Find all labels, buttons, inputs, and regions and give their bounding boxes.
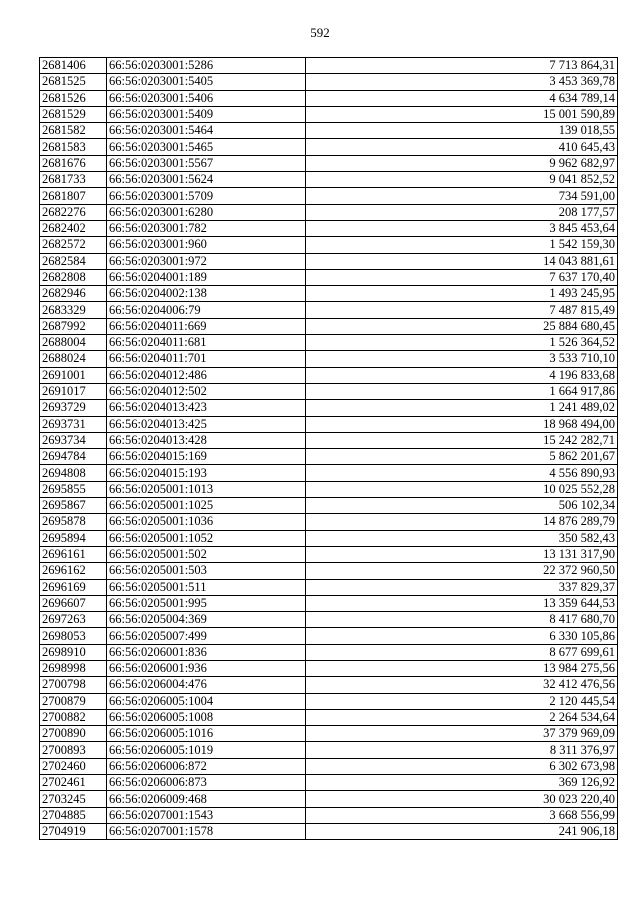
page-number: 592 <box>310 25 330 40</box>
value-cell: 15 242 282,71 <box>306 432 618 448</box>
value-cell: 8 677 699,61 <box>306 644 618 660</box>
record-id-cell: 2693729 <box>40 400 107 416</box>
record-id-cell: 2682572 <box>40 237 107 253</box>
table-row <box>40 742 618 758</box>
cadastral-number-cell: 66:56:0204015:169 <box>107 449 306 465</box>
record-id-cell: 2693731 <box>40 416 107 432</box>
value-cell: 37 379 969,09 <box>306 726 618 742</box>
cadastral-number-cell: 66:56:0203001:782 <box>107 220 306 236</box>
table-row <box>40 514 618 530</box>
value-cell: 2 120 445,54 <box>306 693 618 709</box>
cadastral-number-cell: 66:56:0203001:5406 <box>107 90 306 106</box>
table-row <box>40 172 618 188</box>
record-id-cell: 2694808 <box>40 465 107 481</box>
cadastral-number-cell: 66:56:0203001:960 <box>107 237 306 253</box>
value-cell: 3 453 369,78 <box>306 74 618 90</box>
table-row <box>40 253 618 269</box>
record-id-cell: 2698053 <box>40 628 107 644</box>
record-id-cell: 2681733 <box>40 172 107 188</box>
value-cell: 1 526 364,52 <box>306 335 618 351</box>
record-id-cell: 2696161 <box>40 546 107 562</box>
cadastral-number-cell: 66:56:0204013:425 <box>107 416 306 432</box>
table-row <box>40 709 618 725</box>
record-id-cell: 2704919 <box>40 823 107 839</box>
record-id-cell: 2698910 <box>40 644 107 660</box>
value-cell: 3 845 453,64 <box>306 220 618 236</box>
cadastral-number-cell: 66:56:0204011:701 <box>107 351 306 367</box>
value-cell: 3 668 556,99 <box>306 807 618 823</box>
value-cell: 7 487 815,49 <box>306 302 618 318</box>
value-cell: 2 264 534,64 <box>306 709 618 725</box>
cadastral-number-cell: 66:56:0205001:503 <box>107 563 306 579</box>
record-id-cell: 2695855 <box>40 481 107 497</box>
record-id-cell: 2683329 <box>40 302 107 318</box>
cadastral-number-cell: 66:56:0205001:502 <box>107 546 306 562</box>
cadastral-number-cell: 66:56:0205001:1036 <box>107 514 306 530</box>
cadastral-number-cell: 66:56:0206009:468 <box>107 791 306 807</box>
value-cell: 25 884 680,45 <box>306 318 618 334</box>
cadastral-number-cell: 66:56:0206005:1019 <box>107 742 306 758</box>
cadastral-number-cell: 66:56:0203001:5409 <box>107 106 306 122</box>
cadastral-number-cell: 66:56:0203001:5465 <box>107 139 306 155</box>
record-id-cell: 2695894 <box>40 530 107 546</box>
record-id-cell: 2694784 <box>40 449 107 465</box>
record-id-cell: 2682276 <box>40 204 107 220</box>
value-cell: 6 302 673,98 <box>306 758 618 774</box>
value-cell: 3 533 710,10 <box>306 351 618 367</box>
table-row <box>40 432 618 448</box>
table-row <box>40 302 618 318</box>
record-id-cell: 2681676 <box>40 155 107 171</box>
value-cell: 9 041 852,52 <box>306 172 618 188</box>
record-id-cell: 2693734 <box>40 432 107 448</box>
cadastral-number-cell: 66:56:0204013:428 <box>107 432 306 448</box>
cadastral-number-cell: 66:56:0203001:5405 <box>107 74 306 90</box>
cadastral-number-cell: 66:56:0204012:486 <box>107 367 306 383</box>
cadastral-number-cell: 66:56:0203001:6280 <box>107 204 306 220</box>
cadastral-number-cell: 66:56:0205001:511 <box>107 579 306 595</box>
value-cell: 13 359 644,53 <box>306 595 618 611</box>
value-cell: 7 713 864,31 <box>306 58 618 74</box>
value-cell: 1 542 159,30 <box>306 237 618 253</box>
value-cell: 13 984 275,56 <box>306 660 618 676</box>
cadastral-number-cell: 66:56:0206005:1008 <box>107 709 306 725</box>
table-row <box>40 775 618 791</box>
value-cell: 4 196 833,68 <box>306 367 618 383</box>
table-body <box>40 58 618 840</box>
table-row <box>40 693 618 709</box>
record-id-cell: 2700798 <box>40 677 107 693</box>
data-table <box>39 57 618 840</box>
value-cell: 208 177,57 <box>306 204 618 220</box>
cadastral-number-cell: 66:56:0203001:5567 <box>107 155 306 171</box>
cadastral-number-cell: 66:56:0204011:669 <box>107 318 306 334</box>
table-row <box>40 367 618 383</box>
record-id-cell: 2696162 <box>40 563 107 579</box>
table-row <box>40 677 618 693</box>
table-row <box>40 383 618 399</box>
cadastral-number-cell: 66:56:0205001:1025 <box>107 498 306 514</box>
cadastral-number-cell: 66:56:0206004:476 <box>107 677 306 693</box>
table-row <box>40 823 618 839</box>
value-cell: 4 556 890,93 <box>306 465 618 481</box>
record-id-cell: 2696607 <box>40 595 107 611</box>
table-row <box>40 628 618 644</box>
value-cell: 18 968 494,00 <box>306 416 618 432</box>
value-cell: 14 043 881,61 <box>306 253 618 269</box>
record-id-cell: 2682808 <box>40 269 107 285</box>
value-cell: 139 018,55 <box>306 123 618 139</box>
cadastral-number-cell: 66:56:0206001:936 <box>107 660 306 676</box>
record-id-cell: 2695878 <box>40 514 107 530</box>
record-id-cell: 2688004 <box>40 335 107 351</box>
table-row <box>40 123 618 139</box>
cadastral-number-cell: 66:56:0203001:5286 <box>107 58 306 74</box>
value-cell: 369 126,92 <box>306 775 618 791</box>
record-id-cell: 2682584 <box>40 253 107 269</box>
record-id-cell: 2704885 <box>40 807 107 823</box>
table-row <box>40 498 618 514</box>
record-id-cell: 2688024 <box>40 351 107 367</box>
cadastral-number-cell: 66:56:0203001:972 <box>107 253 306 269</box>
record-id-cell: 2691001 <box>40 367 107 383</box>
table-row <box>40 58 618 74</box>
record-id-cell: 2681583 <box>40 139 107 155</box>
value-cell: 6 330 105,86 <box>306 628 618 644</box>
cadastral-number-cell: 66:56:0206005:1016 <box>107 726 306 742</box>
record-id-cell: 2681525 <box>40 74 107 90</box>
table-row <box>40 481 618 497</box>
table-row <box>40 758 618 774</box>
table-row <box>40 155 618 171</box>
value-cell: 5 862 201,67 <box>306 449 618 465</box>
table-row <box>40 595 618 611</box>
value-cell: 4 634 789,14 <box>306 90 618 106</box>
record-id-cell: 2700893 <box>40 742 107 758</box>
table-row <box>40 726 618 742</box>
record-id-cell: 2682402 <box>40 220 107 236</box>
value-cell: 22 372 960,50 <box>306 563 618 579</box>
cadastral-number-cell: 66:56:0205001:1052 <box>107 530 306 546</box>
cadastral-number-cell: 66:56:0207001:1578 <box>107 823 306 839</box>
cadastral-number-cell: 66:56:0206006:873 <box>107 775 306 791</box>
cadastral-number-cell: 66:56:0204001:189 <box>107 269 306 285</box>
cadastral-number-cell: 66:56:0206001:836 <box>107 644 306 660</box>
cadastral-number-cell: 66:56:0203001:5464 <box>107 123 306 139</box>
cadastral-number-cell: 66:56:0206005:1004 <box>107 693 306 709</box>
cadastral-number-cell: 66:56:0205007:499 <box>107 628 306 644</box>
table-row <box>40 204 618 220</box>
record-id-cell: 2696169 <box>40 579 107 595</box>
cadastral-number-cell: 66:56:0204002:138 <box>107 286 306 302</box>
cadastral-number-cell: 66:56:0204012:502 <box>107 383 306 399</box>
value-cell: 506 102,34 <box>306 498 618 514</box>
table-row <box>40 612 618 628</box>
record-id-cell: 2681526 <box>40 90 107 106</box>
record-id-cell: 2681406 <box>40 58 107 74</box>
table-row <box>40 90 618 106</box>
value-cell: 350 582,43 <box>306 530 618 546</box>
record-id-cell: 2681807 <box>40 188 107 204</box>
table-row <box>40 563 618 579</box>
record-id-cell: 2682946 <box>40 286 107 302</box>
value-cell: 15 001 590,89 <box>306 106 618 122</box>
record-id-cell: 2695867 <box>40 498 107 514</box>
record-id-cell: 2697263 <box>40 612 107 628</box>
record-id-cell: 2687992 <box>40 318 107 334</box>
table-row <box>40 416 618 432</box>
value-cell: 1 664 917,86 <box>306 383 618 399</box>
table-row <box>40 791 618 807</box>
table-row <box>40 465 618 481</box>
table-row <box>40 269 618 285</box>
table-row <box>40 449 618 465</box>
table-row <box>40 546 618 562</box>
record-id-cell: 2702460 <box>40 758 107 774</box>
record-id-cell: 2681582 <box>40 123 107 139</box>
table-row <box>40 286 618 302</box>
table-row <box>40 644 618 660</box>
table-row <box>40 106 618 122</box>
value-cell: 14 876 289,79 <box>306 514 618 530</box>
table-row <box>40 74 618 90</box>
record-id-cell: 2700882 <box>40 709 107 725</box>
table-row <box>40 318 618 334</box>
cadastral-number-cell: 66:56:0204011:681 <box>107 335 306 351</box>
cadastral-number-cell: 66:56:0206006:872 <box>107 758 306 774</box>
table-row <box>40 335 618 351</box>
value-cell: 1 241 489,02 <box>306 400 618 416</box>
table-row <box>40 807 618 823</box>
record-id-cell: 2700879 <box>40 693 107 709</box>
value-cell: 8 417 680,70 <box>306 612 618 628</box>
cadastral-number-cell: 66:56:0207001:1543 <box>107 807 306 823</box>
cadastral-number-cell: 66:56:0205001:995 <box>107 595 306 611</box>
table-row <box>40 220 618 236</box>
value-cell: 1 493 245,95 <box>306 286 618 302</box>
table-row <box>40 400 618 416</box>
record-id-cell: 2702461 <box>40 775 107 791</box>
cadastral-number-cell: 66:56:0204015:193 <box>107 465 306 481</box>
value-cell: 410 645,43 <box>306 139 618 155</box>
cadastral-number-cell: 66:56:0205001:1013 <box>107 481 306 497</box>
record-id-cell: 2703245 <box>40 791 107 807</box>
cadastral-number-cell: 66:56:0203001:5624 <box>107 172 306 188</box>
cadastral-number-cell: 66:56:0205004:369 <box>107 612 306 628</box>
value-cell: 10 025 552,28 <box>306 481 618 497</box>
cadastral-number-cell: 66:56:0203001:5709 <box>107 188 306 204</box>
table-row <box>40 660 618 676</box>
table-row <box>40 188 618 204</box>
table-row <box>40 351 618 367</box>
value-cell: 337 829,37 <box>306 579 618 595</box>
table-row <box>40 579 618 595</box>
value-cell: 32 412 476,56 <box>306 677 618 693</box>
value-cell: 8 311 376,97 <box>306 742 618 758</box>
value-cell: 30 023 220,40 <box>306 791 618 807</box>
value-cell: 734 591,00 <box>306 188 618 204</box>
record-id-cell: 2698998 <box>40 660 107 676</box>
table-row <box>40 237 618 253</box>
record-id-cell: 2681529 <box>40 106 107 122</box>
record-id-cell: 2691017 <box>40 383 107 399</box>
table-row <box>40 530 618 546</box>
value-cell: 9 962 682,97 <box>306 155 618 171</box>
cadastral-number-cell: 66:56:0204006:79 <box>107 302 306 318</box>
table-row <box>40 139 618 155</box>
value-cell: 241 906,18 <box>306 823 618 839</box>
value-cell: 7 637 170,40 <box>306 269 618 285</box>
value-cell: 13 131 317,90 <box>306 546 618 562</box>
cadastral-number-cell: 66:56:0204013:423 <box>107 400 306 416</box>
record-id-cell: 2700890 <box>40 726 107 742</box>
